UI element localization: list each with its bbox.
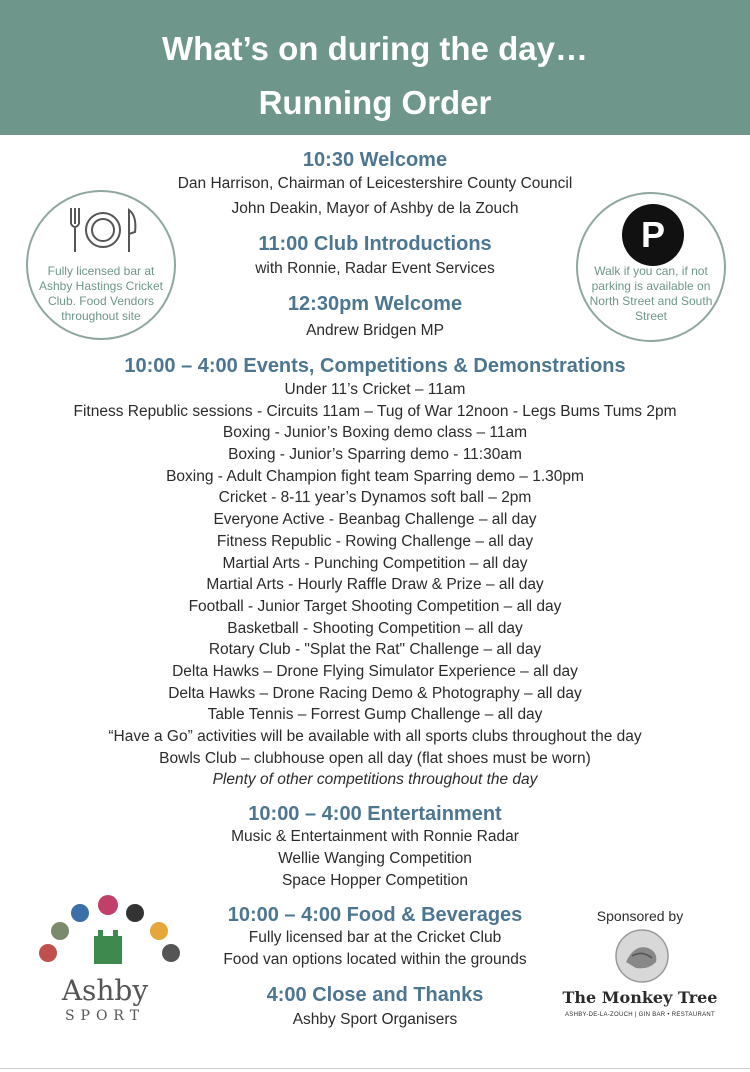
event-item: Boxing - Junior’s Sparring demo - 11:30am (228, 446, 522, 464)
event-item: Delta Hawks – Drone Racing Demo & Photography – all day (168, 684, 582, 702)
close-title: 4:00 Close and Thanks (266, 984, 484, 1006)
event-item: Table Tennis – Forrest Gump Challenge – all day (207, 706, 543, 724)
bottom-divider (0, 1068, 750, 1069)
event-item: Martial Arts - Punching Competition – all day (222, 554, 528, 572)
parking-text: Walk if you can, if not parking is available on North Street and South Street (589, 264, 713, 323)
ashby-logo-word: Ashby (61, 974, 149, 1007)
welcome2-line: Andrew Bridgen MP (306, 322, 444, 339)
close-line: Ashby Sport Organisers (292, 1011, 458, 1028)
events-footnote: Plenty of other competitions throughout the day (212, 771, 538, 789)
sponsor-name: The Monkey Tree (562, 988, 718, 1007)
event-item: Fitness Republic sessions - Circuits 11am – Tug of War 12noon - Legs Bums Tums 2pm (73, 402, 677, 420)
entertainment-title: 10:00 – 4:00 Entertainment (248, 803, 502, 825)
event-item: Under 11’s Cricket – 11am (284, 381, 466, 398)
food-line: Food van options located within the grounds (223, 951, 527, 968)
welcome-title: 10:30 Welcome (302, 149, 448, 171)
food-title: 10:00 – 4:00 Food & Beverages (227, 904, 523, 926)
ashby-sport-logo-icon (28, 890, 188, 970)
entertainment-line: Wellie Wanging Competition (278, 850, 472, 867)
event-item: Everyone Active - Beanbag Challenge – all day (213, 511, 537, 529)
welcome-line: John Deakin, Mayor of Ashby de la Zouch (231, 200, 519, 217)
club-intro-line: with Ronnie, Radar Event Services (255, 260, 495, 277)
monkey-tree-logo-icon (614, 928, 670, 984)
event-item: Boxing - Junior’s Boxing demo class – 11am (222, 424, 528, 442)
bar-food-text: Fully licensed bar at Ashby Hastings Cricket Club. Food Vendors throughout site (38, 264, 164, 323)
events-title: 10:00 – 4:00 Events, Competitions & Demonstrations (124, 355, 626, 377)
parking-symbol: P (640, 214, 666, 255)
page-title: What’s on during the day… (162, 30, 588, 67)
entertainment-line: Space Hopper Competition (281, 872, 469, 889)
food-line: Fully licensed bar at the Cricket Club (248, 929, 502, 946)
welcome-line: Dan Harrison, Chairman of Leicestershire County Council (177, 175, 573, 192)
sponsor-tagline: ASHBY-DE-LA-ZOUCH | GIN BAR • RESTAURANT (564, 1012, 715, 1018)
page-subtitle: Running Order (258, 84, 492, 121)
event-item: Rotary Club - "Splat the Rat" Challenge – all day (208, 641, 542, 659)
event-item: Martial Arts - Hourly Raffle Draw & Prize – all day (206, 576, 544, 594)
event-item: Basketball - Shooting Competition – all day (227, 619, 523, 637)
events-list (0, 379, 750, 791)
event-item: Bowls Club – clubhouse open all day (flat shoes must be worn) (159, 749, 591, 767)
event-item: Boxing - Adult Champion fight team Sparring demo – 1.30pm (166, 467, 584, 485)
event-item: Cricket - 8-11 year’s Dynamos soft ball – 2pm (218, 489, 532, 507)
event-item: Football - Junior Target Shooting Competition – all day (188, 597, 562, 615)
header-banner (0, 0, 750, 135)
club-intro-title: 11:00 Club Introductions (258, 233, 492, 255)
sponsor-label: Sponsored by (596, 908, 684, 924)
event-item: Fitness Republic - Rowing Challenge – all day (216, 532, 534, 550)
welcome2-title: 12:30pm Welcome (287, 293, 463, 315)
event-item: Delta Hawks – Drone Flying Simulator Experience – all day (172, 662, 578, 680)
ashby-logo-sub: SPORT (64, 1008, 146, 1024)
entertainment-line: Music & Entertainment with Ronnie Radar (231, 828, 519, 845)
event-item: “Have a Go” activities will be available with all sports clubs throughout the day (108, 728, 642, 745)
